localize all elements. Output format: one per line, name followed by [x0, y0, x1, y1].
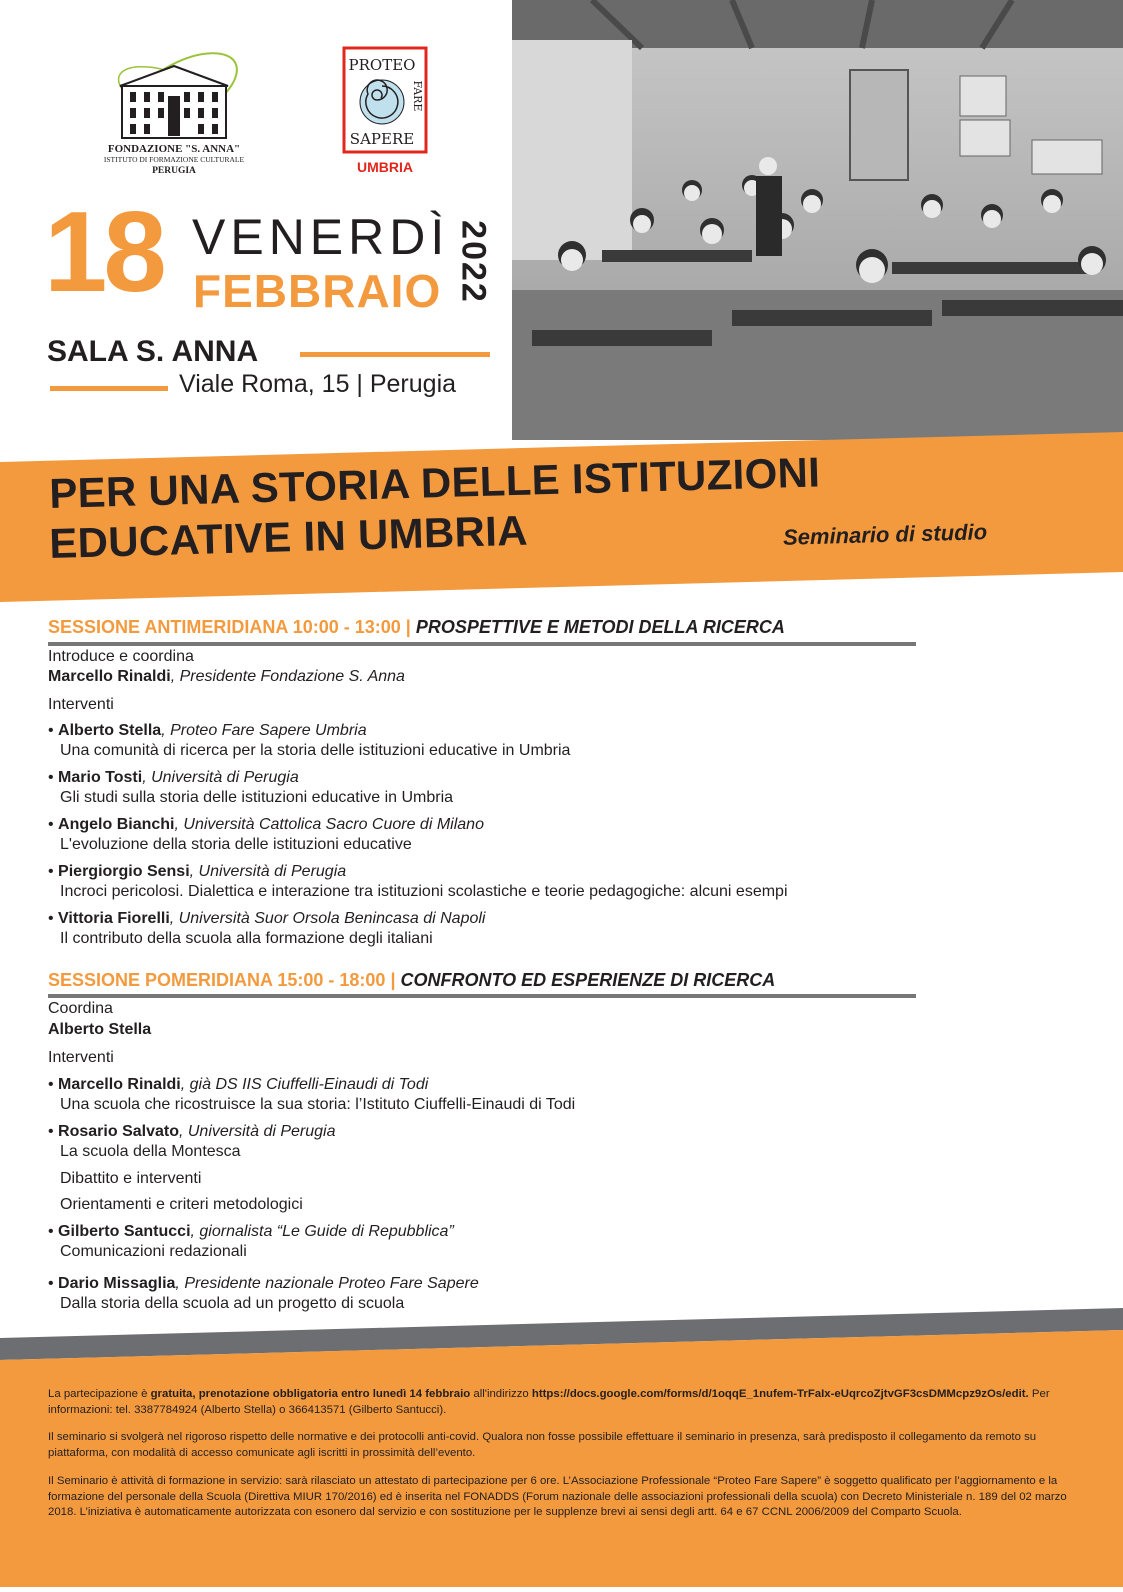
morning-talks-label: Interventi	[48, 696, 114, 713]
morning-coordinator-name: Marcello Rinaldi	[48, 668, 171, 685]
address-divider	[50, 386, 168, 391]
morning-session-time: SESSIONE ANTIMERIDIANA 10:00 - 13:00 |	[48, 617, 411, 637]
fondazione-logo-subtitle: ISTITUTO DI FORMAZIONE CULTURALE	[103, 155, 245, 164]
afternoon-debate: Dibattito e interventi	[60, 1170, 202, 1187]
afternoon-talk-4-speaker: • Dario Missaglia, Presidente nazionale Proteo Fare Sapere	[48, 1275, 479, 1292]
morning-talk-2-title: Gli studi sulla storia delle istituzioni educative in Umbria	[60, 789, 454, 806]
morning-talk-2-speaker: • Mario Tosti, Università di Perugia	[48, 769, 299, 786]
morning-talk-5-speaker: • Vittoria Fiorelli, Università Suor Orsola Benincasa di Napoli	[48, 910, 486, 927]
footer-registration: La partecipazione è gratuita, prenotazione obbligatoria entro lunedì 14 febbraio all'indirizzo https://docs.google.com/forms/d/1oqqE_1nufem-TrFaIx-eUqrcoZjtvGF3csDMMcpz9zOs/edit. Per informazioni: tel. 3387784924 (Alberto Stella) o 366413571 (Gilberto Santucci).	[48, 1388, 1050, 1416]
afternoon-talk-4-title: Dalla storia della scuola ad un progetto di scuola	[60, 1295, 405, 1312]
afternoon-talk-1-title: Una scuola che ricostruisce la sua storia: l’Istituto Ciuffelli-Einaudi di Todi	[60, 1096, 576, 1113]
proteo-logo-text2: FARE	[411, 80, 424, 112]
afternoon-talk-2-speaker: • Rosario Salvato, Università di Perugia	[48, 1123, 336, 1140]
morning-session-rule	[48, 642, 916, 646]
morning-talk-1-speaker: • Alberto Stella, Proteo Fare Sapere Umbria	[48, 722, 367, 739]
event-venue: SALA S. ANNA	[47, 335, 259, 368]
morning-talk-1-title: Una comunità di ricerca per la storia delle istituzioni educative in Umbria	[60, 742, 571, 759]
seminar-title-line2: EDUCATIVE IN UMBRIA	[48, 506, 529, 568]
morning-talk-5-title: Il contributo della scuola alla formazione degli italiani	[60, 930, 433, 947]
morning-coordinator	[48, 668, 405, 686]
morning-talk-3-title: L'evoluzione della storia delle istituzioni educative	[60, 836, 412, 853]
afternoon-session-time: SESSIONE POMERIDIANA 15:00 - 18:00 |	[48, 970, 396, 990]
afternoon-session-topic: CONFRONTO ED ESPERIENZE DI RICERCA	[400, 970, 776, 990]
morning-session-header	[48, 617, 785, 638]
event-day: 18	[44, 189, 163, 316]
proteo-logo-region: UMBRIA	[357, 159, 413, 175]
classroom-photo	[512, 0, 1123, 440]
event-address: Viale Roma, 15 | Perugia	[179, 370, 457, 398]
afternoon-guidelines: Orientamenti e criteri metodologici	[60, 1196, 303, 1213]
proteo-logo-text3: SAPERE	[349, 130, 415, 148]
afternoon-coordinator-name: Alberto Stella	[48, 1021, 152, 1038]
footer-covid-note: Il seminario si svolgerà nel rigoroso rispetto delle normative e dei protocolli anti-covid. Qualora non fosse possibile effettuare il seminario in presenza, sarà predisposto il collegamento da remoto su piattaforma, con modalità di accesso comunicate agli iscritti in prossimità dell’evento.	[48, 1431, 1037, 1459]
event-year	[448, 212, 498, 312]
seminar-subtitle: Seminario di studio	[782, 519, 988, 550]
afternoon-talk-3-speaker: • Gilberto Santucci, giornalista “Le Guide di Repubblica”	[48, 1223, 454, 1240]
proteo-logo	[342, 46, 428, 176]
afternoon-talks-label: Interventi	[48, 1049, 114, 1066]
afternoon-talk-2-title: La scuola della Montesca	[60, 1143, 241, 1160]
morning-intro-label: Introduce e coordina	[48, 648, 194, 665]
morning-talk-3-speaker: • Angelo Bianchi, Università Cattolica Sacro Cuore di Milano	[48, 816, 484, 833]
morning-coordinator-role: , Presidente Fondazione S. Anna	[170, 668, 405, 685]
proteo-logo-text1: PROTEO	[348, 56, 416, 74]
afternoon-intro-label: Coordina	[48, 1000, 113, 1017]
morning-session-topic: PROSPETTIVE E METODI DELLA RICERCA	[415, 617, 785, 637]
afternoon-talk-1-speaker: • Marcello Rinaldi, già DS IIS Ciuffelli-Einaudi di Todi	[48, 1076, 429, 1093]
morning-talk-4-title: Incroci pericolosi. Dialettica e interazione tra istituzioni scolastiche e teorie pedagogiche: alcuni esempi	[60, 883, 788, 900]
fondazione-logo	[98, 44, 252, 178]
afternoon-session-header	[48, 970, 775, 991]
seminar-title-line1: PER UNA STORIA DELLE ISTITUZIONI	[48, 448, 821, 518]
registration-link[interactable]: https://docs.google.com/forms/d/1oqqE_1nufem-TrFaIx-eUqrcoZjtvGF3csDMMcpz9zOs/edit.	[531, 1388, 1029, 1400]
event-weekday: VENERDÌ	[192, 209, 450, 265]
event-year-text: 2022	[454, 220, 493, 304]
afternoon-talk-3-title: Comunicazioni redazionali	[60, 1243, 247, 1260]
event-month: FEBBRAIO	[193, 265, 442, 317]
morning-talk-4-speaker: • Piergiorgio Sensi, Università di Perugia	[48, 863, 347, 880]
afternoon-session-rule	[48, 994, 916, 998]
fondazione-logo-name: FONDAZIONE "S. ANNA"	[107, 143, 241, 155]
fondazione-logo-city: PERUGIA	[152, 166, 196, 176]
footer-accreditation: Il Seminario è attività di formazione in servizio: sarà rilasciato un attestato di partecipazione per 6 ore. L’Associazione Professionale “Proteo Fare Sapere” è soggetto qualificato per l’aggiornamento e la formazione del personale della Scuola (Direttiva MIUR 170/2016) ed è inserita nel FONADDS (Forum nazionale delle associazioni professionali della scuola) con Decreto Ministeriale n. 189 del 02 marzo 2018. L’iniziativa è automaticamente autorizzata con esonero dal servizio e con sostituzione per le supplenze brevi ai sensi degli artt. 64 e 67 CCNL 2006/2009 del Comparto Scuola.	[48, 1475, 1067, 1518]
venue-divider	[300, 352, 490, 357]
